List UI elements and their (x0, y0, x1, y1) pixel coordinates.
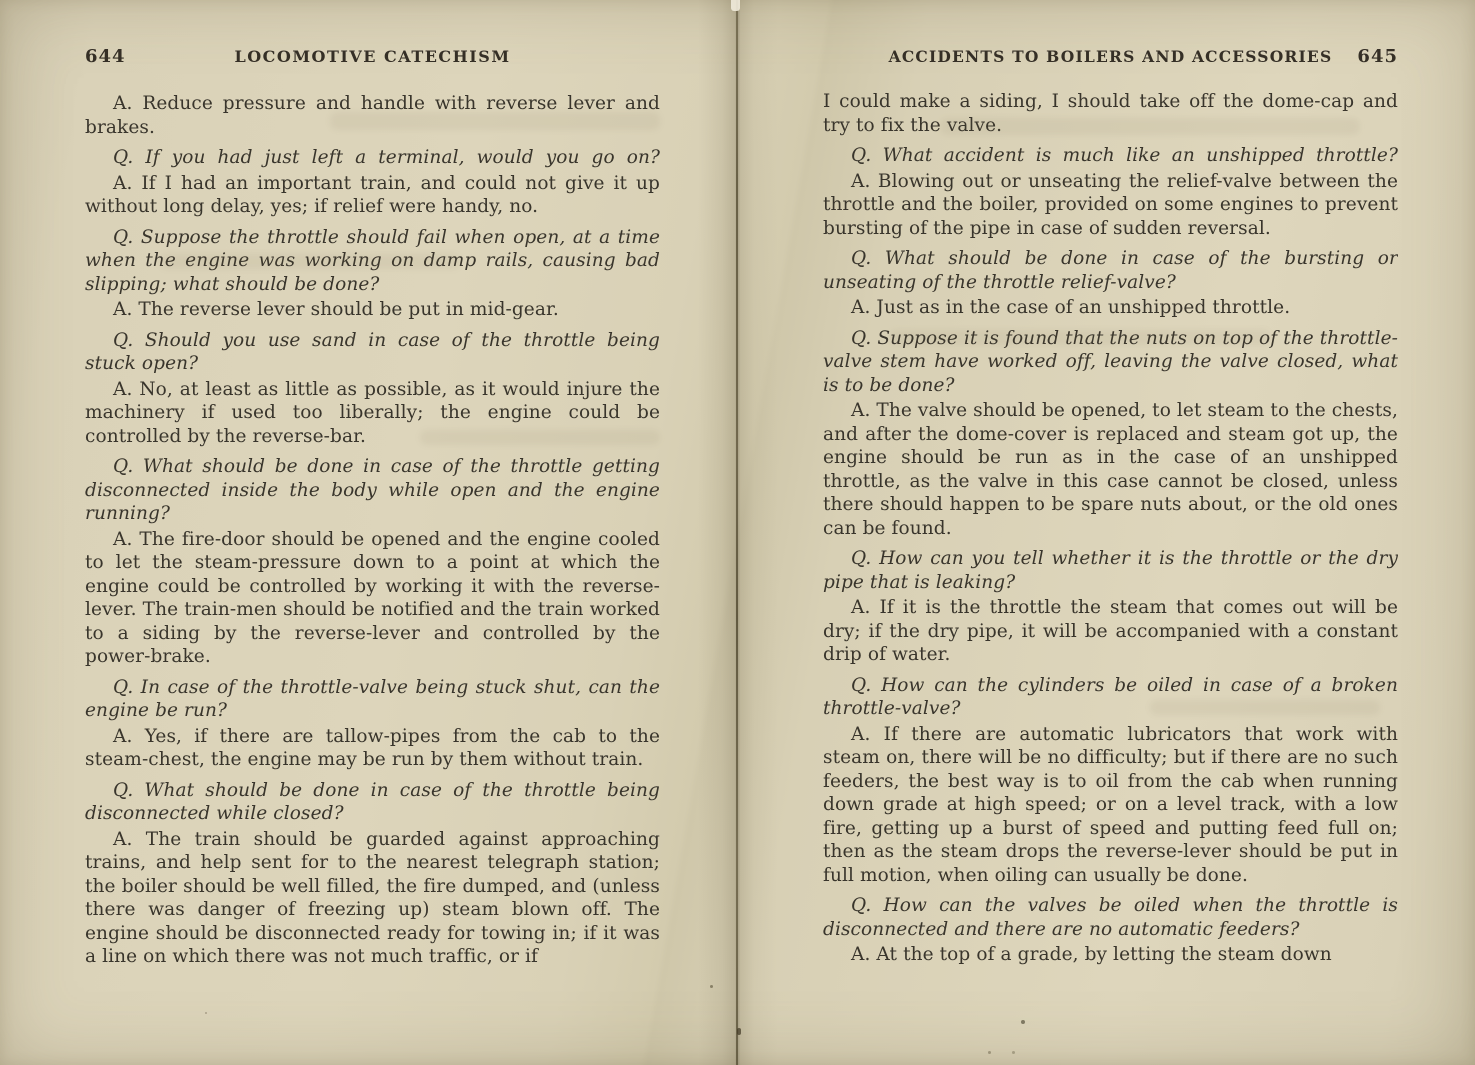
question-paragraph: Q. Suppose the throttle should fail when open, at a time when the engine was working on damp rails, causing bad slipping; what should be done? (85, 226, 660, 295)
running-title-left: LOCOMOTIVE CATECHISM (234, 47, 511, 66)
answer-paragraph: A. Blowing out or unseating the relief-valve between the throttle and the boiler, provided on some engines to prevent bursting of the pipe in case of sudden reversal. (823, 170, 1398, 239)
question-paragraph: Q. Should you use sand in case of the throttle being stuck open? (85, 329, 660, 374)
gutter-binding-line (736, 0, 738, 1065)
answer-paragraph: A. No, at least as little as possible, as it would injure the machinery if used too liberally; the engine could be controlled by the reverse-bar. (85, 378, 660, 447)
running-header-right (823, 46, 1398, 70)
answer-paragraph: A. The reverse lever should be put in mid-gear. (113, 299, 559, 320)
answer-paragraph: A. The fire-door should be opened and the engine cooled to let the steam-pressure down to a point at which the engine could be controlled by working it with the reverse-lever. The train-men should be notified and the train worked to a siding by the reverse-lever and controlled by the power-brake. (85, 528, 660, 667)
question-paragraph: Q. What should be done in case of the throttle getting disconnected inside the body while open and the engine running? (85, 456, 660, 524)
question-paragraph: Q. Suppose it is found that the nuts on top of the throttle-valve stem have worked off, leaving the valve closed, what is to be done? (823, 327, 1398, 396)
answer-paragraph: A. Just as in the case of an unshipped throttle. (851, 297, 1291, 318)
answer-paragraph: A. If it is the throttle the steam that comes out will be dry; if the dry pipe, it will be accompanied with a constant drip of water. (823, 597, 1398, 665)
answer-paragraph: A. At the top of a grade, by letting the steam down (851, 944, 1332, 965)
running-header-left (85, 46, 660, 70)
running-title-right: ACCIDENTS TO BOILERS AND ACCESSORIES (888, 47, 1333, 66)
page-number-right: 645 (1357, 46, 1398, 67)
question-paragraph: Q. How can the valves be oiled when the throttle is disconnected and there are no automatic feeders? (823, 895, 1398, 940)
question-paragraph: Q. How can the cylinders be oiled in case of a broken throttle-valve? (823, 674, 1398, 719)
page-number-left: 644 (85, 46, 126, 67)
answer-paragraph: A. If I had an important train, and could not give it up without long delay, yes; if relief were handy, no. (85, 172, 660, 217)
left-page-body (85, 90, 660, 1025)
answer-paragraph: A. If there are automatic lubricators that work with steam on, there will be no difficulty; but if there are no such feeders, the best way is to oil from the cab when running down grade at high speed; or on a level track, with a low fire, getting up a burst of speed and putting feed full on; then as the steam drops the reverse-lever should be put in full motion, when oiling can usually be done. (823, 723, 1398, 886)
answer-paragraph: A. The valve should be opened, to let steam to the chests, and after the dome-cover is replaced and steam got up, the engine should be run as in the case of an unshipped throttle, as the valve in this case cannot be closed, unless there should happen to be spare nuts about, or the old ones can be found. (823, 400, 1398, 539)
question-paragraph: Q. How can you tell whether it is the throttle or the dry pipe that is leaking? (823, 548, 1398, 593)
answer-paragraph: A. Yes, if there are tallow-pipes from the cab to the steam-chest, the engine may be run by them without train. (85, 725, 660, 770)
question-paragraph: Q. What should be done in case of the throttle being disconnected while closed? (85, 779, 660, 824)
left-page (0, 0, 737, 1065)
page-edge-notch (731, 0, 740, 11)
question-paragraph: Q. What accident is much like an unshipped throttle? (851, 145, 1398, 166)
continuation-paragraph: I could make a siding, I should take off the dome-cap and try to fix the valve. (823, 91, 1398, 136)
right-page-body (823, 90, 1398, 1025)
answer-paragraph: A. The train should be guarded against approaching trains, and help sent for to the nearest telegraph station; the boiler should be well filled, the fire dumped, and (unless there was danger of freezing up) steam blown off. The engine should be disconnected ready for towing in; if it was a line on which there was not much traffic, or if (85, 828, 660, 967)
right-page (738, 0, 1475, 1065)
question-paragraph: Q. If you had just left a terminal, would you go on? (113, 147, 660, 168)
question-paragraph: Q. In case of the throttle-valve being stuck shut, can the engine be run? (85, 676, 660, 721)
question-paragraph: Q. What should be done in case of the bursting or unseating of the throttle relief-valve? (823, 248, 1398, 293)
answer-paragraph: A. Reduce pressure and handle with reverse lever and brakes. (85, 93, 660, 138)
